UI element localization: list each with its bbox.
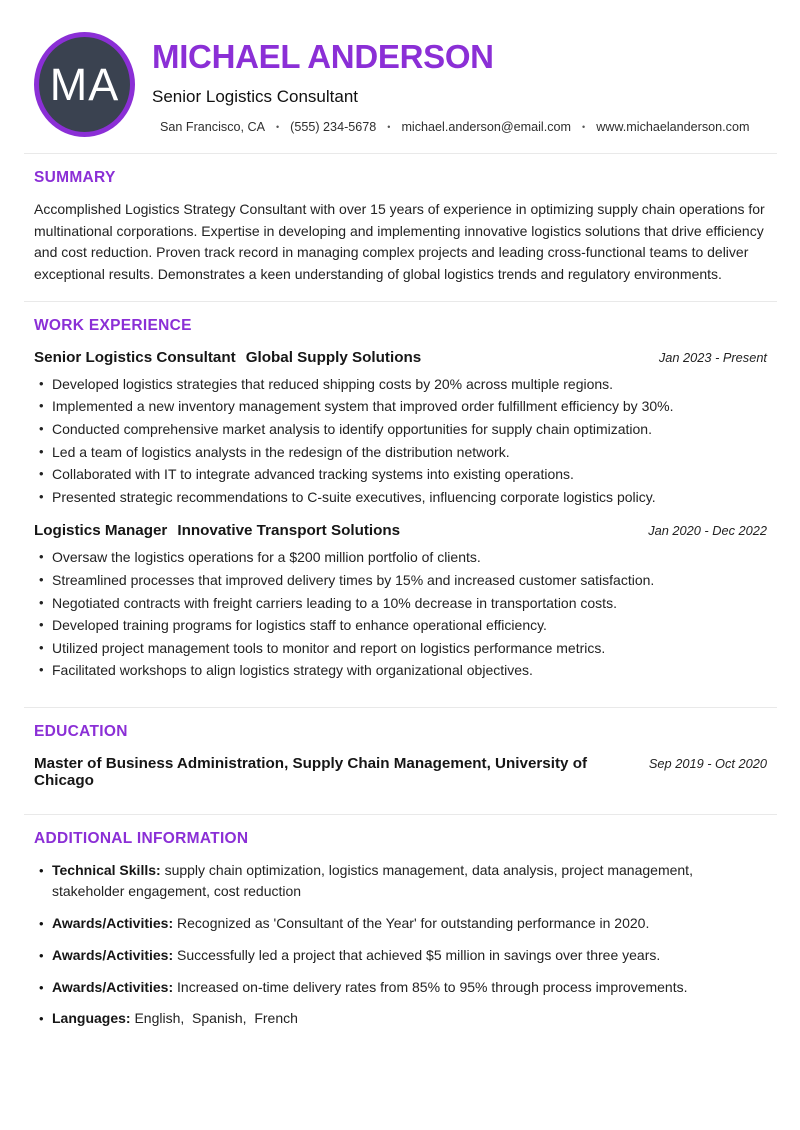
additional-item [34,977,767,998]
contact-phone: (555) 234-5678 [290,119,377,134]
education-heading: EDUCATION [34,722,128,740]
job-header-row [34,522,767,539]
additional-item-label: Awards/Activities: [52,915,174,932]
education-degree: Master of Business Administration, Supply Chain Management, University of Chicago [34,754,588,789]
job-company: Global Supply Solutions [245,348,422,366]
job-bullet: • Presented strategic recommendations to C-suite executives, influencing corporate logistics policy. [34,486,767,509]
candidate-name: MICHAEL ANDERSON [152,38,494,75]
job-bullet: • Collaborated with IT to integrate advanced tracking systems into existing operations. [34,463,767,486]
additional-item-label: Awards/Activities: [52,946,174,963]
avatar [34,32,135,137]
additional-item-text: English, Spanish, French [134,1010,298,1027]
job-entry [34,349,767,509]
additional-item-label: Languages: [52,1010,131,1027]
education-section [34,723,767,789]
candidate-job-title: Senior Logistics Consultant [152,86,359,106]
additional-information-section [34,830,767,1030]
section-divider [24,153,777,154]
additional-item-label: Technical Skills: [52,861,161,878]
summary-text: Accomplished Logistics Strategy Consultant with over 15 years of experience in optimizing supply chain operations for multinational corporations. Expertise in developing and implementing innovative logistics solutions that drive efficiency and cost reduction. Proven track record in managing complex projects and leading cross-functional teams to deliver exceptional results. Demonstrates a keen understanding of global logistics trends and regulatory environments. [34,201,765,283]
contact-website: www.michaelanderson.com [596,119,750,134]
dot-separator-icon: • [276,121,280,132]
job-bullet: • Oversaw the logistics operations for a $200 million portfolio of clients. [34,546,767,569]
contact-row [152,120,749,134]
job-dates: Jan 2020 - Dec 2022 [648,523,767,539]
job-company: Innovative Transport Solutions [177,522,401,540]
additional-item-text: Increased on-time delivery rates from 85% to 95% through process improvements. [177,978,688,995]
additional-item-text: Recognized as 'Consultant of the Year' for outstanding performance in 2020. [177,915,650,932]
header-text-block [152,32,749,134]
job-bullet: • Negotiated contracts with freight carriers leading to a 10% decrease in transportation costs. [34,592,767,615]
additional-item [34,945,767,966]
job-entry [34,522,767,682]
section-divider [24,707,777,708]
avatar-initials: MA [49,58,120,110]
work-experience-section [34,317,767,682]
job-bullet: • Led a team of logistics analysts in the redesign of the distribution network. [34,441,767,464]
job-header-row [34,349,767,366]
job-bullet: • Utilized project management tools to monitor and report on logistics performance metrics. [34,637,767,660]
job-dates: Jan 2023 - Present [658,349,767,365]
additional-list [34,860,767,1030]
resume-header [34,32,767,137]
job-bullet: • Developed logistics strategies that reduced shipping costs by 20% across multiple regions. [34,373,767,396]
job-bullet-list [34,546,767,682]
job-bullet-list [34,373,767,509]
job-position: Senior Logistics Consultant [34,348,236,366]
job-bullet: • Facilitated workshops to align logistics strategy with organizational objectives. [34,659,767,682]
job-bullet: • Conducted comprehensive market analysis to identify opportunities for supply chain optimization. [34,418,767,441]
additional-item-text: Successfully led a project that achieved $5 million in savings over three years. [177,946,661,963]
job-bullet: • Streamlined processes that improved delivery times by 15% and increased customer satisfaction. [34,569,767,592]
section-divider [24,301,777,302]
dot-separator-icon: • [387,121,391,132]
additional-information-heading: ADDITIONAL INFORMATION [34,829,249,847]
education-entry [34,755,767,789]
summary-section [34,169,767,286]
job-title-company [34,522,400,539]
additional-item [34,913,767,934]
job-title-company [34,349,421,366]
additional-item-text: supply chain optimization, logistics management, data analysis, project management, stakeholder engagement, cost reduction [52,861,697,900]
work-experience-heading: WORK EXPERIENCE [34,316,192,334]
job-bullet: • Implemented a new inventory management system that improved order fulfillment efficiency by 30%. [34,395,767,418]
dot-separator-icon: • [582,121,586,132]
additional-item-label: Awards/Activities: [52,978,174,995]
education-dates: Sep 2019 - Oct 2020 [648,755,767,771]
additional-item [34,860,767,903]
contact-email: michael.anderson@email.com [401,119,572,134]
summary-heading: SUMMARY [34,169,116,186]
job-position: Logistics Manager [34,522,168,540]
job-bullet: • Developed training programs for logistics staff to enhance operational efficiency. [34,614,767,637]
section-divider [24,814,777,815]
contact-location: San Francisco, CA [160,119,265,134]
additional-item [34,1008,767,1029]
